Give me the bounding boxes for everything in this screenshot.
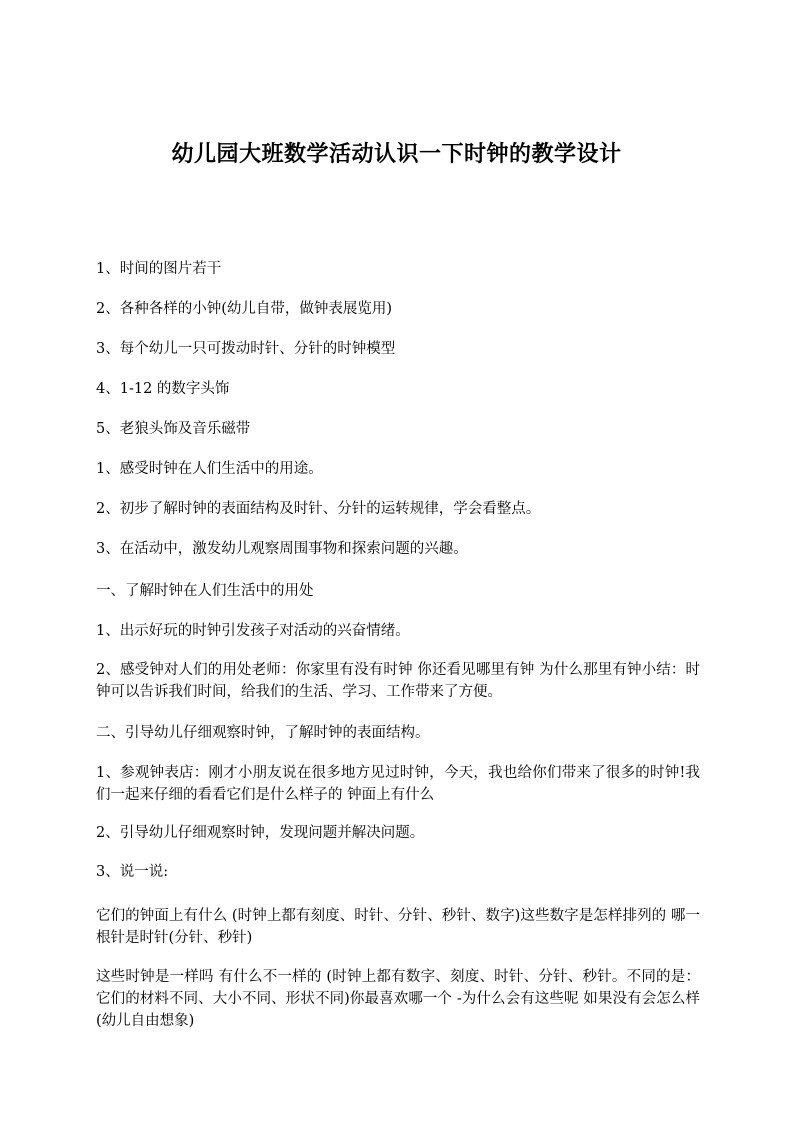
paragraph: 1、出示好玩的时钟引发孩子对活动的兴奋情绪。: [96, 623, 410, 639]
paragraph: 2、引导幼儿仔细观察时钟，发现问题并解决问题。: [96, 825, 425, 841]
paragraph: 1、时间的图片若干: [96, 261, 222, 277]
paragraph: 3、在活动中，激发幼儿观察周围事物和探索问题的兴趣。: [96, 541, 468, 557]
section-heading: 一、了解时钟在人们生活中的用处: [96, 583, 314, 599]
paragraph: 1、感受时钟在人们生活中的用途。: [96, 461, 323, 477]
section-heading: 二、引导幼儿仔细观察时钟，了解时钟的表面结构。: [96, 725, 430, 741]
paragraph: 4、1-12 的数字头饰: [96, 381, 230, 397]
paragraph: 5、老狼头饰及音乐磁带: [96, 421, 251, 437]
paragraph: 3、每个幼儿一只可拨动时针、分针的时钟模型: [96, 341, 396, 357]
paragraph: 2、感受钟对人们的用处老师：你家里有没有时钟 你还看见哪里有钟 为什么那里有钟小结：时钟可以告诉我们时间，给我们的生活、学习、工作带来了方便。: [96, 662, 700, 700]
paragraph: 3、说一说:: [96, 864, 169, 880]
paragraph: 2、各种各样的小钟(幼儿自带，做钟表展览用): [96, 301, 393, 317]
paragraph: 它们的钟面上有什么 (时钟上都有刻度、时针、分针、秒针、数字)这些数字是怎样排列的 哪一根针是时针(分针、秒针): [96, 908, 700, 946]
paragraph: 1、参观钟表店：刚才小朋友说在很多地方见过时钟，今天，我也给你们带来了很多的时钟!我们一起来仔细的看看它们是什么样子的 钟面上有什么: [96, 765, 700, 803]
paragraph: 这些时钟是一样吗 有什么不一样的 (时钟上都有数字、刻度、时针、分针、秒针。不同的是：它们的材料不同、大小不同、形状不同)你最喜欢哪一个 -为什么会有这些呢 如果没有会怎么样 (幼儿自由想象): [96, 969, 700, 1029]
document-title: 幼儿园大班数学活动认识一下时钟的教学设计: [171, 142, 622, 167]
paragraph: 2、初步了解时钟的表面结构及时针、分针的运转规律，学会看整点。: [96, 501, 541, 517]
